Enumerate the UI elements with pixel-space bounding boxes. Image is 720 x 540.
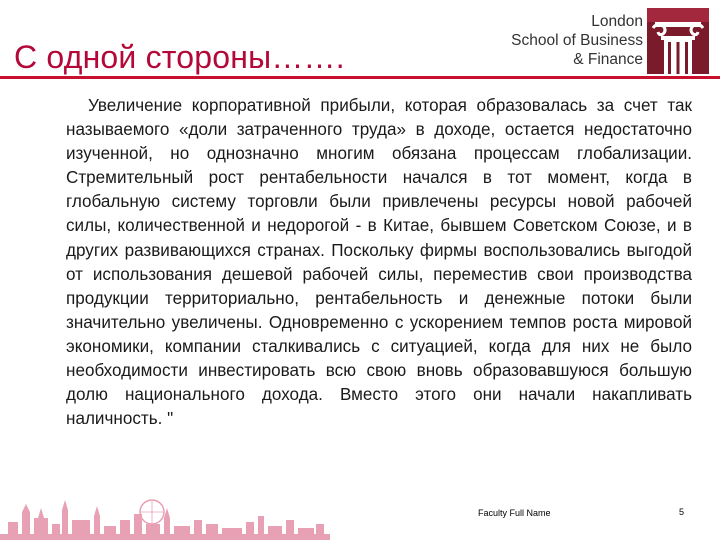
footer-faculty-name: Faculty Full Name: [478, 508, 551, 518]
logo-line-1: London: [591, 13, 643, 30]
logo-line-2: School of Business: [511, 32, 643, 49]
column-capital-icon: [647, 8, 709, 74]
logo-line-3: & Finance: [573, 51, 643, 68]
page-number: 5: [679, 507, 685, 517]
london-skyline-icon: [0, 490, 330, 540]
body-paragraph: Увеличение корпоративной прибыли, которая образовалась за счет так называемого «доли затраченного труда» в доходе, остается недостаточно изученной, но однозначно многим обязана процессам глобализации. Стремительный рост рентабельности начался в тот момент, когда в глобальную систему торговли были привлечены ресурсы новой рабочей силы, количественной и недорогой - в Китае, бывшем Советском Союзе, и в других развивающихся странах. Поскольку фирмы воспользовались выгодой от использования дешевой рабочей силы, переместив свои производства продукции территориально, рентабельность и денежные потоки были значительно увеличены. Одновременно с ускорением темпов роста мировой экономики, компании сталкивались с ситуацией, когда для них не было необходимости инвестировать всю свою вновь образовавшуюся большую долю национального дохода. Вместо этого они начали накапливать наличность. ": [66, 96, 692, 429]
header-divider: [0, 76, 720, 79]
logo-wordmark: [505, 12, 643, 69]
slide-title: С одной стороны…….: [14, 39, 345, 76]
